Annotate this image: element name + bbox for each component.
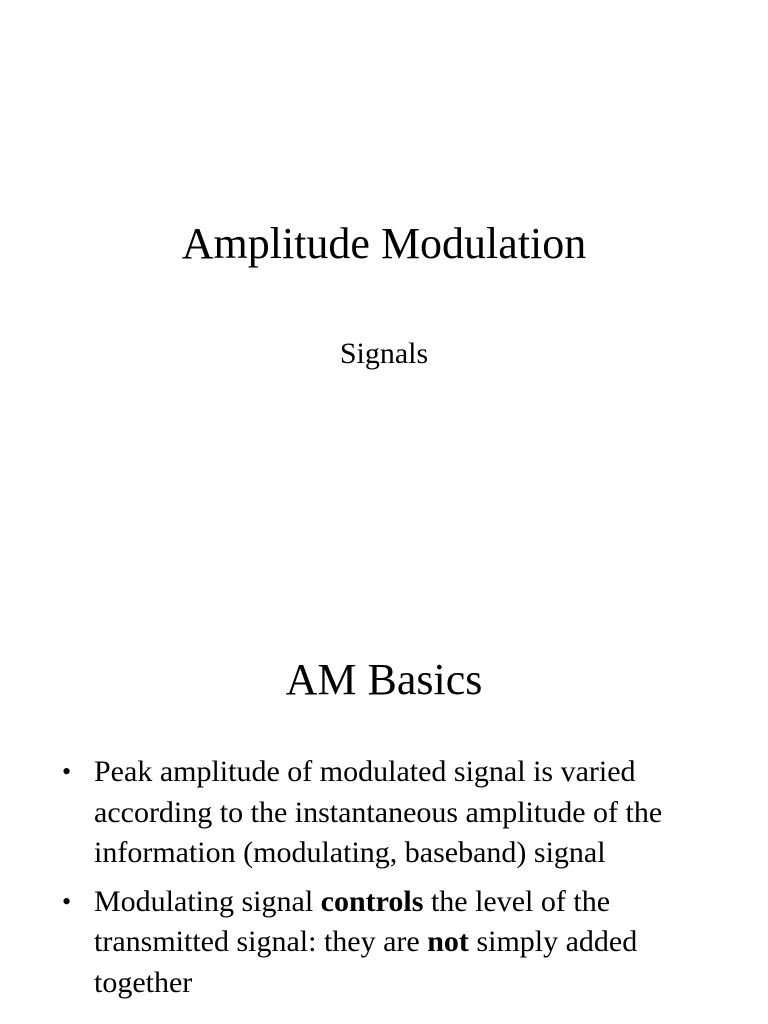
slide-title: AM Basics — [285, 655, 483, 704]
text-run: Modulating signal — [94, 884, 321, 918]
bullet-icon: • — [62, 886, 72, 916]
text-run: simply added together — [94, 925, 638, 999]
emphasis-controls: controls — [320, 884, 424, 918]
list-item — [62, 882, 742, 1004]
bullet-icon: • — [62, 757, 72, 786]
bullet-text: Peak amplitude of modulated signal is varied according to the instantaneous amplitude of the information (modulating, baseband) signal — [94, 755, 663, 869]
text-run: the level of the transmitted signal: they are — [94, 884, 611, 958]
slide-subtitle: Signals — [339, 337, 429, 370]
emphasis-not: not — [427, 925, 469, 958]
bullet-text — [94, 885, 637, 999]
slide-2 — [0, 576, 768, 1024]
slide-title: Amplitude Modulation — [181, 219, 587, 268]
list-item — [62, 752, 742, 874]
bullet-list — [62, 752, 742, 1011]
